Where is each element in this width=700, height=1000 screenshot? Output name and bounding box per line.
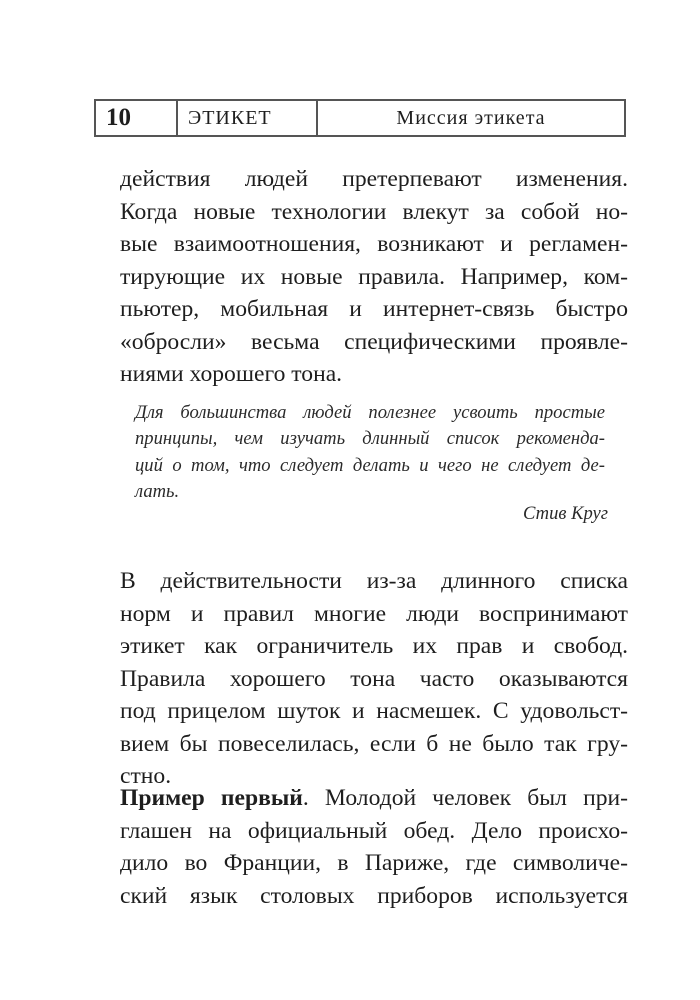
text-line: вием бы повеселилась, если б не было так гру- (120, 730, 628, 757)
text-line: стно. (120, 763, 172, 789)
quote-line: принципы, чем изучать длинный список рекоменда- (135, 428, 605, 450)
example-lead: Пример первый (120, 785, 303, 811)
text-line: Правила хорошего тона часто оказываются (120, 665, 628, 692)
quote-line: Для большинства людей полезнее усвоить простые (135, 402, 605, 423)
text-line: тирующие их новые правила. Например, ком- (120, 263, 628, 290)
quote-line: лать. (135, 481, 180, 503)
text-line: этикет как ограничитель их прав и свобод. (120, 633, 628, 659)
text-line (120, 782, 628, 815)
text-line: Когда новые технологии влекут за собой но- (120, 198, 628, 225)
running-header (94, 99, 626, 137)
epigraph-quote (135, 400, 605, 506)
text-line: ский язык столовых приборов используется (120, 882, 628, 909)
text-line: пьютер, мобильная и интернет-связь быстро (120, 296, 628, 322)
text-line: под прицелом шуток и насмешек. С удовольст- (120, 698, 628, 724)
paragraph-1 (120, 163, 628, 391)
text-line-rest: . Молодой человек был при- (302, 785, 629, 811)
text-line: «обросли» весьма специфическими проявле- (120, 328, 628, 355)
text-line: норм и правил многие люди воспринимают (120, 600, 628, 627)
paragraph-3 (120, 782, 628, 912)
text-line: ниями хорошего тона. (120, 361, 343, 387)
section-title: ЭТИКЕТ (178, 101, 318, 135)
text-line: глашен на официальный обед. Дело происхо- (120, 817, 628, 844)
quote-author: Стив Круг (522, 503, 608, 524)
chapter-title: Миссия этикета (396, 106, 546, 129)
text-line: вые взаимоотношения, возникают и регламен- (120, 231, 628, 257)
quote-line: ций о том, что следует делать и чего не следует де- (135, 454, 605, 476)
text-line: действия людей претерпевают изменения. (120, 166, 628, 192)
paragraph-2 (120, 565, 628, 793)
text-line: дило во Франции, в Париже, где символиче- (120, 850, 628, 876)
text-line: В действительности из-за длинного списка (120, 568, 628, 594)
page-number: 10 (96, 101, 178, 135)
